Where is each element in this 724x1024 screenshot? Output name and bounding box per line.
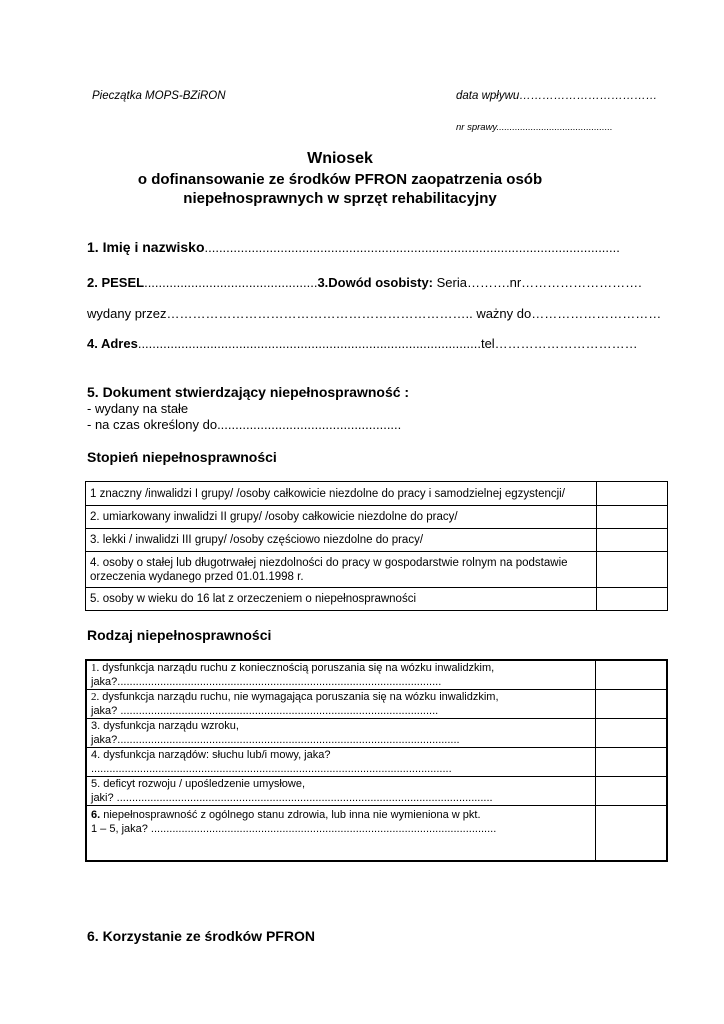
kind-option-detail: jaki? ........................................................................................................................... <box>91 792 493 804</box>
disability-kind-heading: Rodzaj niepełnosprawności <box>87 627 272 643</box>
phone-field: tel…………………………… <box>480 336 638 351</box>
degree-checkbox[interactable] <box>597 588 668 611</box>
stamp-label: Pieczątka MOPS-BZiRON <box>92 90 226 102</box>
kind-option-cell <box>86 748 596 777</box>
disability-kind-table <box>85 659 668 862</box>
kind-checkbox[interactable] <box>596 660 668 690</box>
date-received-field[interactable]: data wpływu……………………………… <box>456 90 658 102</box>
pfron-usage-heading: 6. Korzystanie ze środków PFRON <box>87 928 315 944</box>
table-row <box>86 506 668 529</box>
kind-option-label: dysfunkcja narządu ruchu z koniecznością poruszania się na wózku inwalidzkim, <box>99 662 495 674</box>
kind-option-label: niepełnosprawność z ogólnego stanu zdrowia, lub inna nie wymieniona w pkt. <box>100 809 481 821</box>
table-row <box>86 482 668 506</box>
kind-option-detail: ...................................................................................................................... <box>91 763 452 775</box>
kind-number: 6. <box>91 809 101 821</box>
kind-checkbox[interactable] <box>596 748 668 777</box>
kind-number: 5. <box>91 778 101 790</box>
table-row <box>86 748 667 777</box>
kind-option-cell <box>86 660 596 690</box>
table-row <box>86 690 667 719</box>
kind-number: 1. <box>91 662 100 674</box>
kind-option-label: dysfunkcja narządów: słuchu lub/i mowy, jaka? <box>100 749 331 761</box>
form-title: Wniosek <box>307 150 373 167</box>
name-label: 1. Imię i nazwisko <box>87 239 205 255</box>
degree-checkbox[interactable] <box>597 482 668 506</box>
pesel-id-row[interactable] <box>87 275 642 290</box>
table-row <box>86 719 667 748</box>
disability-degree-table <box>85 481 668 611</box>
kind-option-label: deficyt rozwoju / upośledzenie umysłowe, <box>100 778 306 790</box>
kind-number: 2. <box>91 691 100 703</box>
table-row <box>86 806 667 861</box>
id-card-dots: Seria……….nr………………………. <box>433 275 642 290</box>
kind-option-cell <box>86 690 596 719</box>
table-row <box>86 660 667 690</box>
table-row <box>86 552 668 588</box>
kind-option-detail: jaka?.......................................................................................................... <box>91 676 442 688</box>
degree-option-label: 5. osoby w wieku do 16 lat z orzeczeniem o niepełnosprawności <box>86 588 597 611</box>
table-row <box>86 588 668 611</box>
form-subtitle-line-2: niepełnosprawnych w sprzęt rehabilitacyjny <box>183 190 497 207</box>
kind-checkbox[interactable] <box>596 777 668 806</box>
kind-option-detail: 1 – 5, jaka? ................................................................................................................. <box>91 823 497 835</box>
address-label: 4. Adres <box>87 336 138 351</box>
kind-option-cell <box>86 806 596 861</box>
pesel-label: 2. PESEL <box>87 275 145 290</box>
id-card-label: 3.Dowód osobisty: <box>317 275 434 290</box>
issued-by-field[interactable]: wydany przez…………………………………………………………….. ważny do………………………… <box>87 306 662 321</box>
form-subtitle-line-1: o dofinansowanie ze środków PFRON zaopatrzenia osób <box>137 171 543 188</box>
address-field[interactable] <box>87 336 638 351</box>
kind-option-detail: jaka? ........................................................................................................ <box>91 705 439 717</box>
degree-checkbox[interactable] <box>597 529 668 552</box>
address-dots: ............................................................................................... <box>137 336 481 351</box>
kind-option-detail: jaka?................................................................................................................ <box>91 734 460 746</box>
name-dots: ................................................................................................................... <box>204 240 620 255</box>
degree-option-label: 2. umiarkowany inwalidzi II grupy/ /osoby całkowicie niezdolne do pracy/ <box>86 506 597 529</box>
kind-option-label: dysfunkcja narządu ruchu, nie wymagająca poruszania się na wózku inwalidzkim, <box>99 691 499 703</box>
kind-checkbox[interactable] <box>596 690 668 719</box>
kind-number: 4. <box>91 749 101 761</box>
disability-degree-heading: Stopień niepełnosprawności <box>87 449 277 465</box>
case-number-field[interactable]: nr sprawy............................................ <box>456 122 613 133</box>
document-temporary-option[interactable]: - na czas określony do................................................... <box>87 417 402 432</box>
degree-option-label: 1 znaczny /inwalidzi I grupy/ /osoby całkowicie niezdolne do pracy i samodzielnej egzystencji/ <box>86 482 597 506</box>
kind-checkbox[interactable] <box>596 719 668 748</box>
document-permanent-option[interactable]: - wydany na stałe <box>87 401 189 416</box>
kind-number: 3. <box>91 720 101 732</box>
disability-document-heading: 5. Dokument stwierdzający niepełnosprawność : <box>87 384 410 400</box>
degree-option-label: 4. osoby o stałej lub długotrwałej niezdolności do pracy w gospodarstwie rolnym na podstawie orzeczenia wydanego przed 01.01.1998 r. <box>86 552 597 588</box>
pesel-dots: ................................................ <box>144 275 318 290</box>
kind-option-label: dysfunkcja narządu wzroku, <box>100 720 239 732</box>
name-field[interactable] <box>87 239 620 257</box>
table-row <box>86 777 667 806</box>
degree-option-label: 3. lekki / inwalidzi III grupy/ /osoby częściowo niezdolne do pracy/ <box>86 529 597 552</box>
table-row <box>86 529 668 552</box>
degree-checkbox[interactable] <box>597 506 668 529</box>
kind-checkbox[interactable] <box>596 806 668 861</box>
kind-option-cell <box>86 719 596 748</box>
kind-option-cell <box>86 777 596 806</box>
degree-checkbox[interactable] <box>597 552 668 588</box>
